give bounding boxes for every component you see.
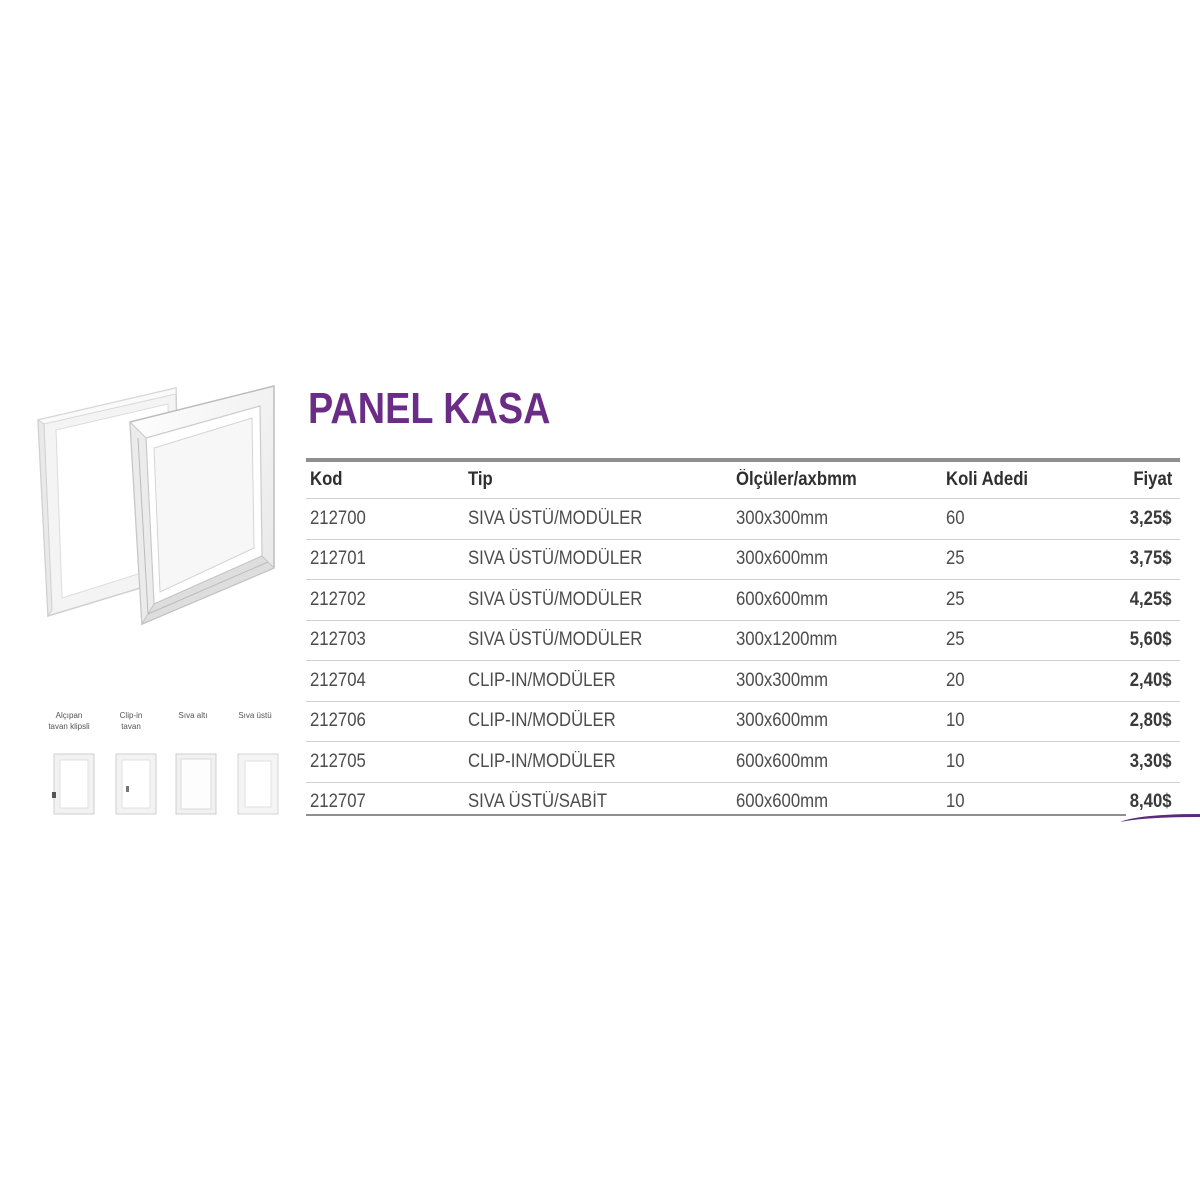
cell-koli: 10 [942, 742, 1088, 783]
cell-koli: 25 [942, 539, 1088, 580]
cell-kod: 212701 [306, 539, 464, 580]
cell-kod: 212702 [306, 580, 464, 621]
cell-tip: SIVA ÜSTÜ/SABİT [464, 782, 732, 822]
cell-olculer: 300x600mm [732, 701, 942, 742]
cell-fiyat: 3,30$ [1088, 742, 1180, 783]
cell-kod: 212707 [306, 782, 464, 822]
thumbnail-label: Sıva altı [178, 711, 208, 720]
table-row [306, 580, 1180, 621]
cell-olculer: 600x600mm [732, 782, 942, 822]
page-title: PANEL KASA [308, 384, 551, 433]
table-row [306, 782, 1180, 822]
cell-kod: 212706 [306, 701, 464, 742]
cell-kod: 212703 [306, 620, 464, 661]
clip-in-mount-icon [112, 752, 158, 816]
panel-frame-product-image [30, 378, 290, 638]
table-row [306, 742, 1180, 783]
cell-tip: SIVA ÜSTÜ/MODÜLER [464, 499, 732, 540]
cell-olculer: 600x600mm [732, 580, 942, 621]
cell-kod: 212705 [306, 742, 464, 783]
decorative-accent-swoosh [1120, 812, 1200, 826]
cell-olculer: 300x1200mm [732, 620, 942, 661]
price-table [306, 462, 1180, 822]
cell-koli: 25 [942, 620, 1088, 661]
cell-koli: 10 [942, 782, 1088, 822]
cell-kod: 212700 [306, 499, 464, 540]
header-fiyat: Fiyat [1132, 469, 1172, 490]
table-row [306, 661, 1180, 702]
cell-fiyat: 5,60$ [1088, 620, 1180, 661]
cell-koli: 20 [942, 661, 1088, 702]
thumbnail-label: Sıva üstü [238, 711, 272, 720]
header-olculer: Ölçüler/axbmm [736, 469, 857, 490]
cell-tip: SIVA ÜSTÜ/MODÜLER [464, 620, 732, 661]
cell-fiyat: 3,75$ [1088, 539, 1180, 580]
cell-olculer: 300x600mm [732, 539, 942, 580]
thumbnail-clip-in [102, 710, 160, 740]
cell-tip: CLIP-IN/MODÜLER [464, 661, 732, 702]
siva-ustu-mount-icon [234, 752, 280, 816]
table-row [306, 539, 1180, 580]
cell-tip: CLIP-IN/MODÜLER [464, 742, 732, 783]
cell-fiyat: 4,25$ [1088, 580, 1180, 621]
table-bottom-rule [306, 814, 1126, 816]
cell-tip: SIVA ÜSTÜ/MODÜLER [464, 539, 732, 580]
cell-kod: 212704 [306, 661, 464, 702]
cell-fiyat: 3,25$ [1088, 499, 1180, 540]
cell-koli: 60 [942, 499, 1088, 540]
cell-fiyat: 2,40$ [1088, 661, 1180, 702]
cell-koli: 25 [942, 580, 1088, 621]
table-row [306, 701, 1180, 742]
thumbnail-label: Alçıpan tavan klipsli [48, 711, 90, 731]
alcipan-mount-icon [50, 752, 96, 816]
cell-olculer: 300x300mm [732, 499, 942, 540]
thumbnail-alcipan [40, 710, 98, 740]
cell-fiyat: 2,80$ [1088, 701, 1180, 742]
table-header-row [306, 462, 1180, 499]
mounting-type-thumbnails [40, 710, 290, 820]
cell-olculer: 300x300mm [732, 661, 942, 702]
header-kod: Kod [310, 469, 343, 490]
header-koli-adedi: Koli Adedi [946, 469, 1029, 490]
cell-tip: SIVA ÜSTÜ/MODÜLER [464, 580, 732, 621]
thumbnail-siva-ustu [226, 710, 284, 740]
cell-koli: 10 [942, 701, 1088, 742]
cell-olculer: 600x600mm [732, 742, 942, 783]
header-tip: Tip [468, 469, 493, 490]
siva-alti-mount-icon [172, 752, 218, 816]
thumbnail-label: Clip-in tavan [119, 711, 143, 731]
thumbnail-siva-alti [164, 710, 222, 740]
table-row [306, 620, 1180, 661]
cell-fiyat: 8,40$ [1088, 782, 1180, 822]
cell-tip: CLIP-IN/MODÜLER [464, 701, 732, 742]
table-row [306, 499, 1180, 540]
